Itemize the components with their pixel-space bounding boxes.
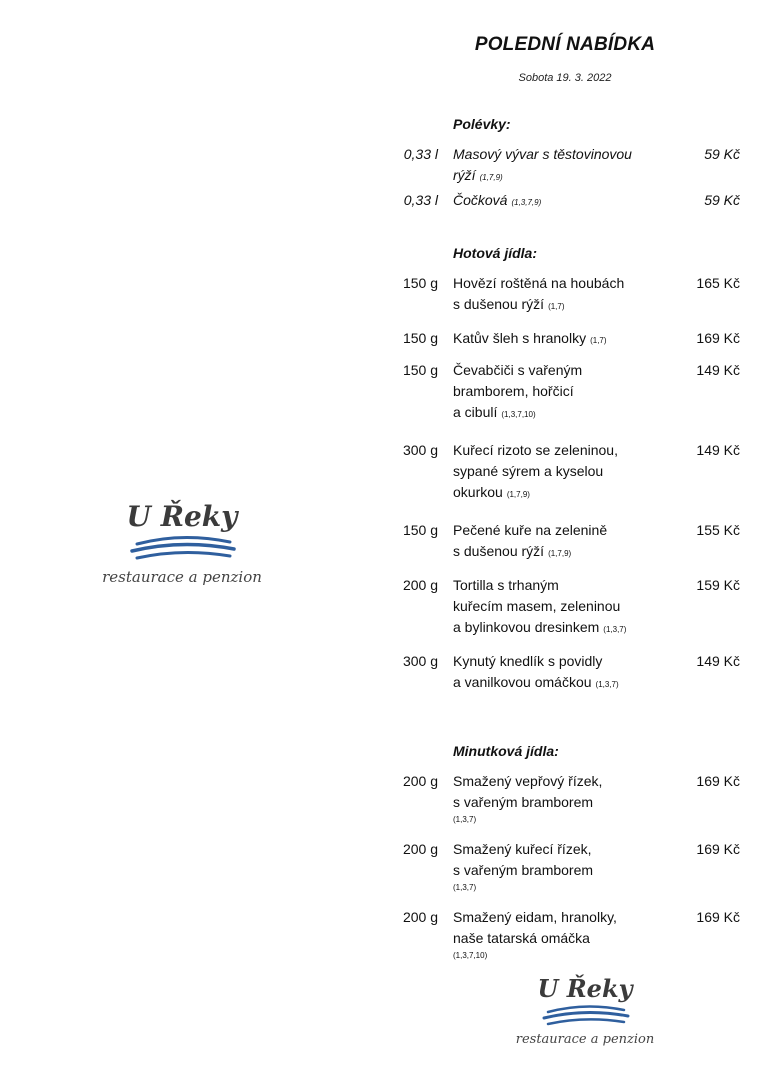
item-price: 169 Kč bbox=[696, 909, 740, 925]
item-name-wrap bbox=[453, 907, 675, 962]
item-name: Katův šleh s hranolky bbox=[453, 330, 587, 346]
item-name: Smažený vepřový řízek, s vařeným bramborem bbox=[453, 773, 603, 810]
item-allergens: (1,7,9) bbox=[506, 490, 530, 499]
item-quantity: 300 g bbox=[402, 442, 438, 458]
item-name: Kynutý knedlík s povidly a vanilkovou omáčkou bbox=[453, 653, 603, 690]
item-allergens: (1,3,7,10) bbox=[501, 410, 536, 419]
item-allergens: (1,3,7) bbox=[453, 883, 477, 892]
menu-item bbox=[380, 907, 740, 962]
item-price: 155 Kč bbox=[696, 522, 740, 538]
logo-left bbox=[82, 500, 282, 586]
section-heading-main-dishes: Hotová jídla: bbox=[453, 245, 538, 261]
menu-item bbox=[380, 839, 740, 894]
item-name: Masový vývar s těstovinovou rýží bbox=[453, 146, 632, 183]
menu-item bbox=[380, 328, 740, 351]
item-name: Čočková bbox=[453, 192, 508, 208]
item-name: Hovězí roštěná na houbách s dušenou rýží bbox=[453, 275, 625, 312]
item-allergens: (1,3,7) bbox=[603, 625, 627, 634]
item-price: 59 Kč bbox=[704, 146, 740, 162]
item-quantity: 200 g bbox=[402, 909, 438, 925]
item-allergens: (1,7,9) bbox=[548, 549, 572, 558]
logo-tagline: restaurace a penzion bbox=[515, 1032, 655, 1047]
menu-item bbox=[380, 190, 740, 213]
item-allergens: (1,3,7) bbox=[453, 815, 477, 824]
item-quantity: 200 g bbox=[402, 577, 438, 593]
menu-item bbox=[380, 771, 740, 826]
item-price: 59 Kč bbox=[704, 192, 740, 208]
item-quantity: 200 g bbox=[402, 841, 438, 857]
item-price: 149 Kč bbox=[696, 653, 740, 669]
menu-item bbox=[380, 575, 740, 640]
section-heading-soups: Polévky: bbox=[453, 116, 511, 132]
item-quantity: 0,33 l bbox=[403, 146, 438, 162]
item-quantity: 150 g bbox=[402, 330, 438, 346]
page-title: POLEDNÍ NABÍDKA bbox=[474, 34, 656, 55]
item-allergens: (1,3,7,9) bbox=[511, 198, 542, 207]
menu-list bbox=[380, 114, 740, 962]
item-allergens: (1,7) bbox=[590, 336, 607, 345]
item-name-wrap bbox=[453, 575, 675, 640]
menu-item bbox=[380, 520, 740, 564]
logo-name: U Řeky bbox=[126, 500, 238, 533]
item-name-wrap bbox=[453, 144, 675, 188]
item-allergens: (1,3,7,10) bbox=[453, 951, 488, 960]
item-quantity: 150 g bbox=[402, 275, 438, 291]
item-price: 165 Kč bbox=[696, 275, 740, 291]
item-name-wrap bbox=[453, 273, 675, 317]
item-price: 169 Kč bbox=[696, 841, 740, 857]
menu-item bbox=[380, 360, 740, 425]
logo-wave-icon bbox=[82, 534, 282, 564]
item-name: Pečené kuře na zelenině s dušenou rýží bbox=[453, 522, 608, 559]
item-name-wrap bbox=[453, 190, 675, 213]
item-price: 169 Kč bbox=[696, 773, 740, 789]
item-name: Tortilla s trhaným kuřecím masem, zeleninou a bylinkovou dresinkem bbox=[453, 577, 621, 635]
item-price: 169 Kč bbox=[696, 330, 740, 346]
menu-item bbox=[380, 144, 740, 188]
item-name-wrap bbox=[453, 520, 675, 564]
item-allergens: (1,7,9) bbox=[479, 173, 503, 182]
menu-item bbox=[380, 273, 740, 317]
item-quantity: 150 g bbox=[402, 362, 438, 378]
logo-bottom bbox=[500, 974, 670, 1047]
logo-wave-icon bbox=[500, 1004, 670, 1030]
item-name-wrap bbox=[453, 651, 675, 695]
item-name-wrap bbox=[453, 440, 675, 505]
menu-item bbox=[380, 651, 740, 695]
item-quantity: 300 g bbox=[402, 653, 438, 669]
item-name-wrap bbox=[453, 328, 675, 351]
item-allergens: (1,7) bbox=[548, 302, 565, 311]
item-name-wrap bbox=[453, 360, 675, 425]
section-heading-quick-dishes: Minutková jídla: bbox=[453, 743, 559, 759]
item-price: 149 Kč bbox=[696, 442, 740, 458]
item-price: 159 Kč bbox=[696, 577, 740, 593]
item-name-wrap bbox=[453, 839, 675, 894]
item-name: Kuřecí rizoto se zeleninou, sypané sýrem a kyselou okurkou bbox=[453, 442, 618, 500]
item-quantity: 150 g bbox=[402, 522, 438, 538]
item-name: Smažený eidam, hranolky, naše tatarská omáčka bbox=[453, 909, 617, 946]
logo-name: U Řeky bbox=[537, 974, 633, 1003]
menu-date: Sobota 19. 3. 2022 bbox=[518, 72, 612, 84]
menu-item bbox=[380, 440, 740, 505]
item-name-wrap bbox=[453, 771, 675, 826]
item-quantity: 0,33 l bbox=[403, 192, 438, 208]
logo-tagline: restaurace a penzion bbox=[102, 568, 262, 586]
item-quantity: 200 g bbox=[402, 773, 438, 789]
item-allergens: (1,3,7) bbox=[595, 680, 619, 689]
item-name: Čevabčiči s vařeným bramborem, hořčicí a cibulí bbox=[453, 362, 583, 420]
item-name: Smažený kuřecí řízek, s vařeným bramborem bbox=[453, 841, 594, 878]
item-price: 149 Kč bbox=[696, 362, 740, 378]
